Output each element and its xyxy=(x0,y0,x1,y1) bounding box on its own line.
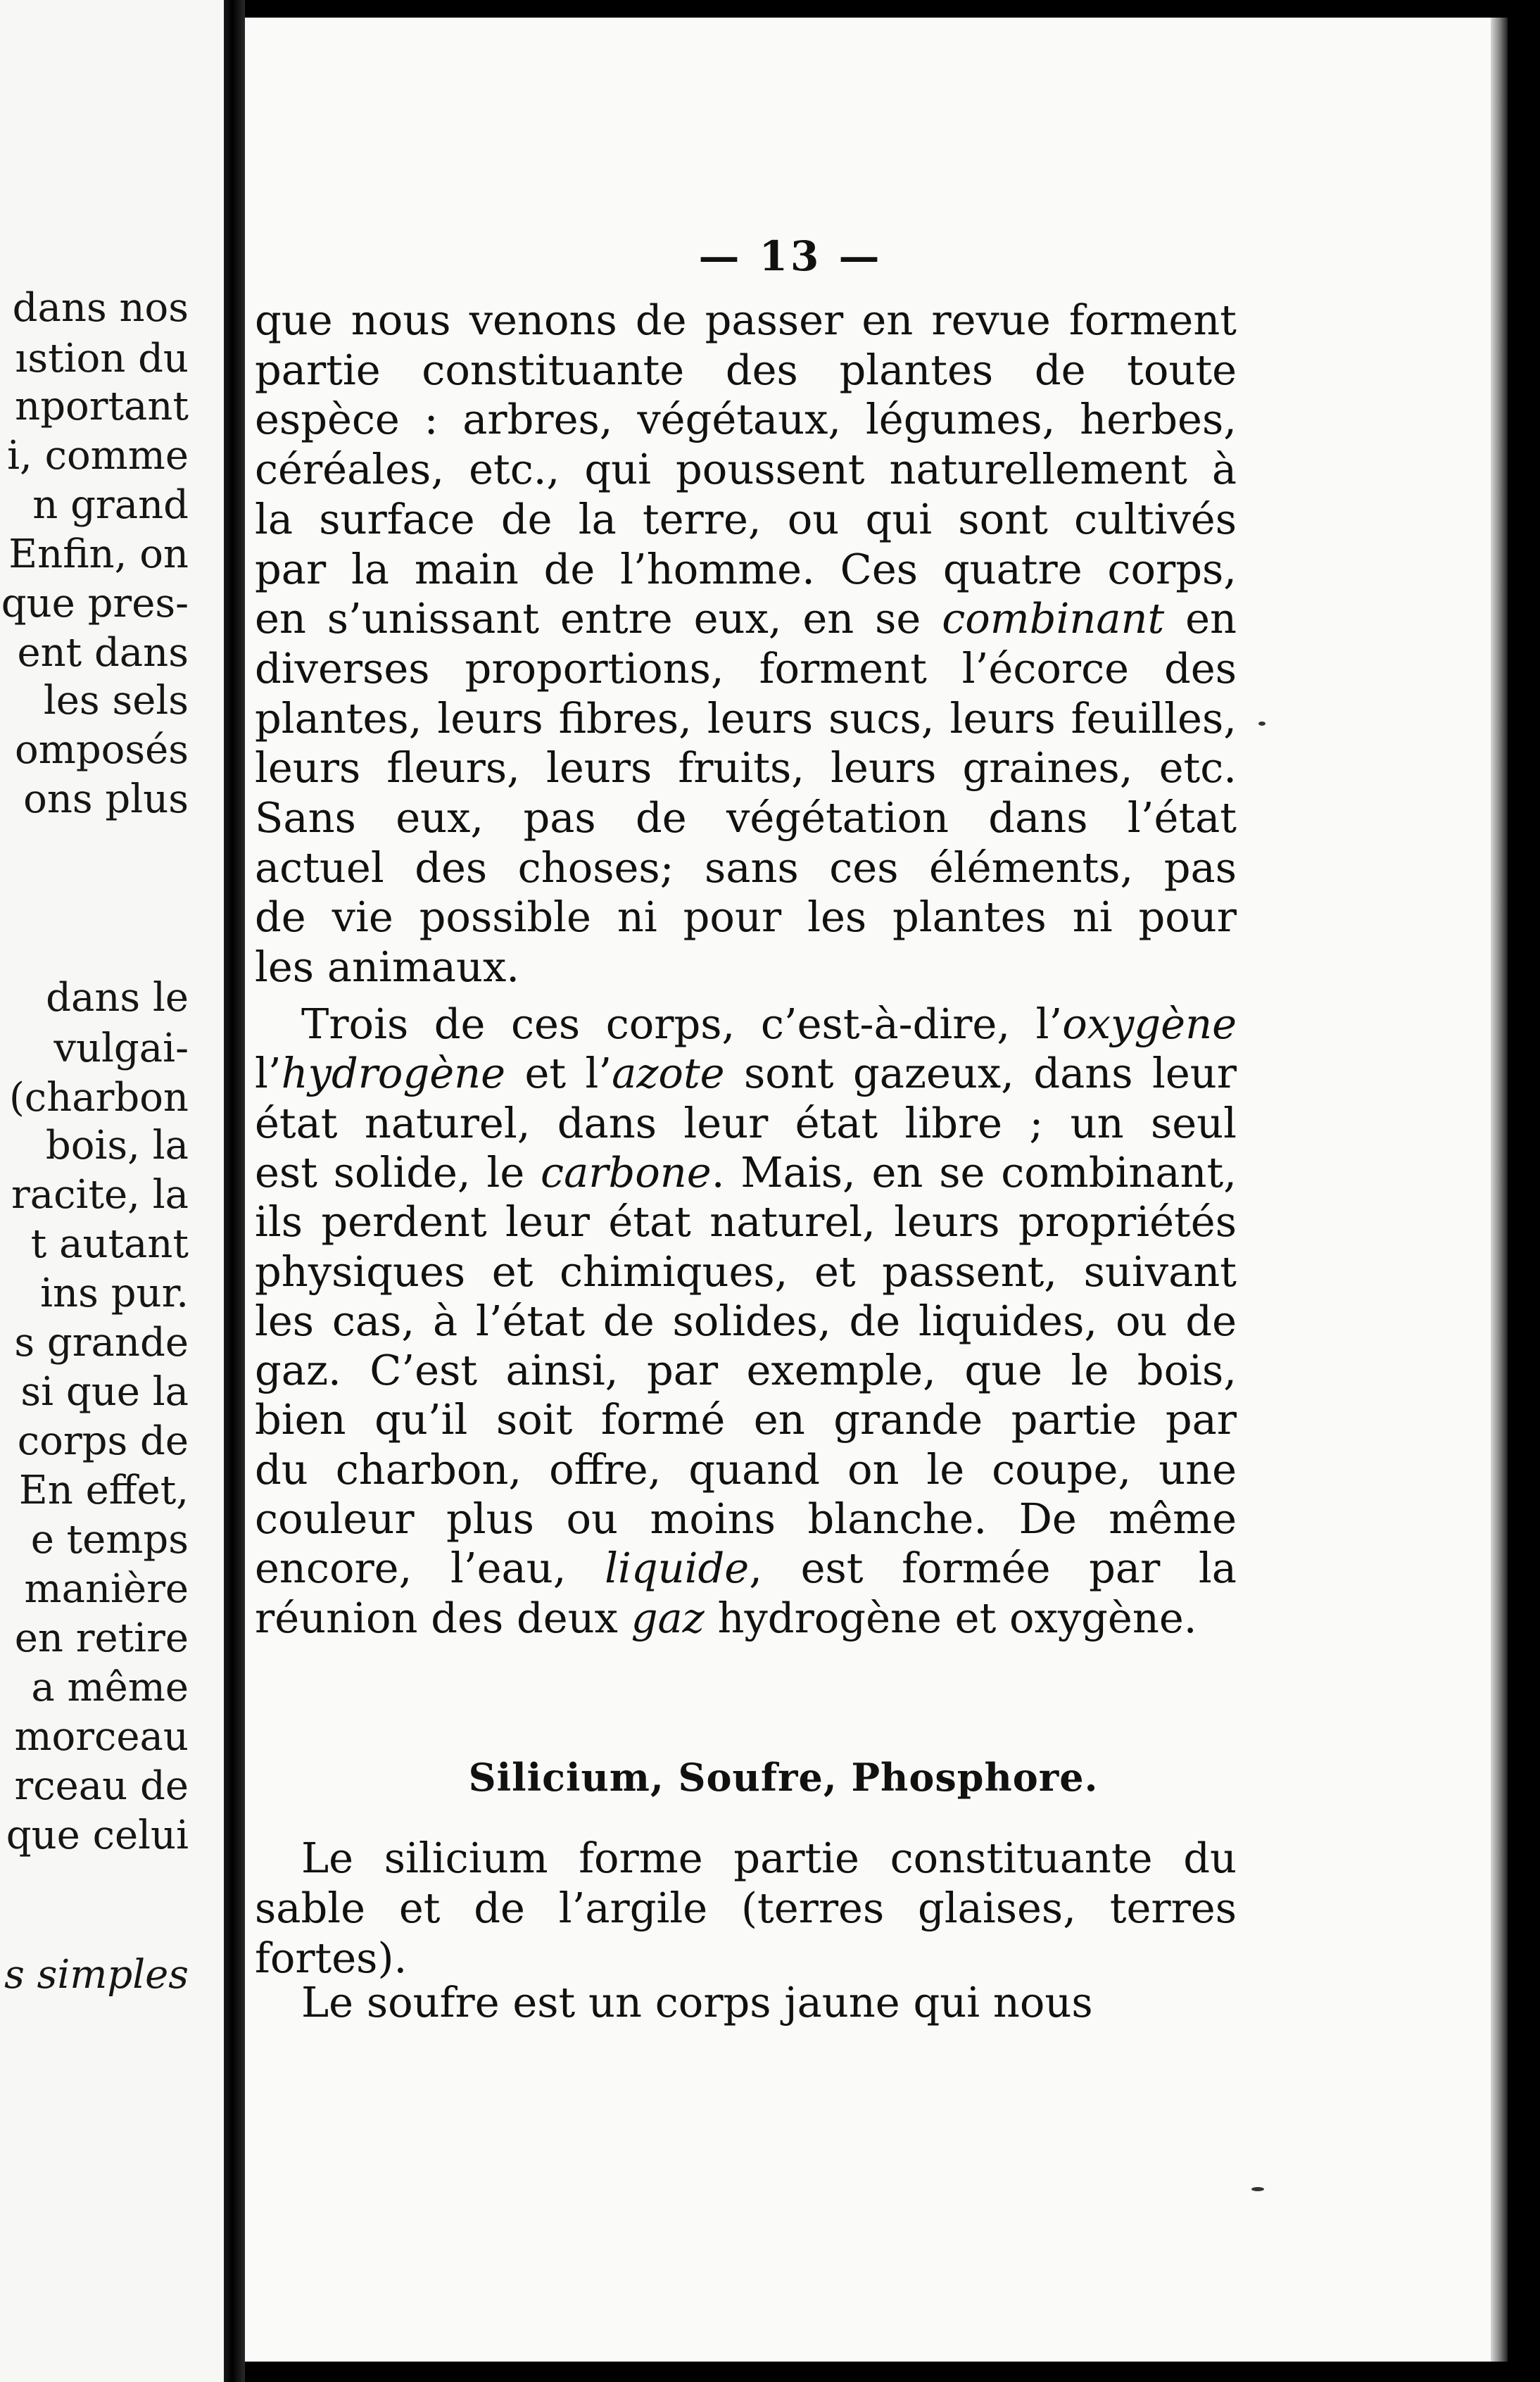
page-edge-shadow xyxy=(1491,18,1508,2362)
left-page-line: nportant xyxy=(15,384,189,429)
text-line: bien qu’il soit formé en grande partie par xyxy=(255,1395,1237,1444)
left-page-line: omposés xyxy=(15,727,189,773)
left-page-line: Enfin, on xyxy=(8,531,189,577)
left-page-line: ıstion du xyxy=(15,336,189,382)
text-line: état naturel, dans leur état libre ; un seul xyxy=(255,1098,1237,1147)
book-binding-gutter xyxy=(224,0,245,2382)
text-line: leurs fleurs, leurs fruits, leurs graines, etc. xyxy=(255,743,1237,793)
left-page-line: a même xyxy=(31,1665,189,1710)
right-page xyxy=(245,18,1491,2362)
left-page-line: corps de xyxy=(17,1418,189,1464)
left-page-line: rceau de xyxy=(14,1763,189,1809)
text-line: sable et de l’argile (terres glaises, terres xyxy=(255,1884,1237,1932)
text-line: de vie possible ni pour les plantes ni pour xyxy=(255,893,1237,942)
text-line: couleur plus ou moins blanche. De même xyxy=(255,1494,1237,1543)
text-line: actuel des choses; sans ces éléments, pas xyxy=(255,843,1237,892)
text-line: est solide, le carbone. Mais, en se combinant, xyxy=(255,1147,1237,1197)
ink-speck xyxy=(1258,721,1266,726)
text-line: les animaux. xyxy=(255,943,520,992)
left-page-line: dans le xyxy=(46,975,189,1021)
left-page-line: manière xyxy=(24,1566,189,1612)
section-heading: Silicium, Soufre, Phosphore. xyxy=(468,1755,1099,1800)
left-page-line: vulgai- xyxy=(53,1026,189,1071)
text-line: en s’unissant entre eux, en se combinant en xyxy=(255,594,1237,643)
left-page-line: bois, la xyxy=(45,1123,189,1168)
left-page-line: n grand xyxy=(32,482,189,528)
left-page-line: si que la xyxy=(20,1369,189,1415)
text-line: l’hydrogène et l’azote sont gazeux, dans leur xyxy=(255,1049,1237,1098)
left-page-line: ent dans xyxy=(17,630,189,676)
text-line: du charbon, offre, quand on le coupe, une xyxy=(255,1444,1237,1494)
text-line: par la main de l’homme. Ces quatre corps, xyxy=(255,544,1237,593)
left-page-line: (charbon xyxy=(8,1075,189,1121)
text-line: espèce : arbres, végétaux, légumes, herbes, xyxy=(255,395,1237,444)
left-page-line: racite, la xyxy=(11,1172,189,1218)
left-page-line: morceau xyxy=(14,1714,189,1760)
text-line: Trois de ces corps, c’est-à-dire, l’oxygène xyxy=(301,1000,1237,1048)
text-line: Le silicium forme partie constituante du xyxy=(301,1834,1237,1882)
text-line: gaz. C’est ainsi, par exemple, que le bois, xyxy=(255,1346,1237,1395)
text-line: céréales, etc., qui poussent naturellement à xyxy=(255,445,1237,494)
left-page-line: que celui xyxy=(6,1813,189,1858)
text-line: les cas, à l’état de solides, de liquides, ou de xyxy=(255,1296,1237,1345)
left-page-line: t autant xyxy=(30,1221,189,1267)
left-page-line: En effet, xyxy=(18,1468,189,1513)
ink-speck xyxy=(1251,2187,1264,2191)
text-line: Sans eux, pas de végétation dans l’état xyxy=(255,793,1237,842)
left-page-line: que pres- xyxy=(1,581,189,626)
text-line: partie constituante des plantes de toute xyxy=(255,345,1237,394)
left-page-line: ons plus xyxy=(23,776,189,822)
left-page-line: i, comme xyxy=(7,433,189,479)
left-page-line: e temps xyxy=(30,1517,189,1563)
text-line: ils perdent leur état naturel, leurs propriétés xyxy=(255,1197,1237,1247)
left-page-line: en retire xyxy=(14,1615,189,1661)
text-line: encore, l’eau, liquide, est formée par la xyxy=(255,1544,1237,1593)
text-line: Le soufre est un corps jaune qui nous xyxy=(301,1978,1093,2027)
left-page-line: dans nos xyxy=(12,285,189,331)
left-page-fragment xyxy=(0,0,224,2382)
text-line: la surface de la terre, ou qui sont cultivés xyxy=(255,494,1237,543)
text-line: fortes). xyxy=(255,1934,408,1982)
text-line: réunion des deux gaz hydrogène et oxygène. xyxy=(255,1593,1197,1642)
page-number: — 13 — xyxy=(698,232,883,280)
left-page-line: s simples xyxy=(4,1952,189,1998)
text-line: diverses proportions, forment l’écorce des xyxy=(255,643,1237,693)
text-line: physiques et chimiques, et passent, suivant xyxy=(255,1247,1237,1296)
text-line: que nous venons de passer en revue forment xyxy=(255,296,1237,344)
left-page-line: s grande xyxy=(14,1320,189,1366)
text-line: plantes, leurs fibres, leurs sucs, leurs feuilles, xyxy=(255,693,1237,743)
left-page-line: les sels xyxy=(43,678,189,724)
left-page-line: ins pur. xyxy=(40,1271,189,1316)
